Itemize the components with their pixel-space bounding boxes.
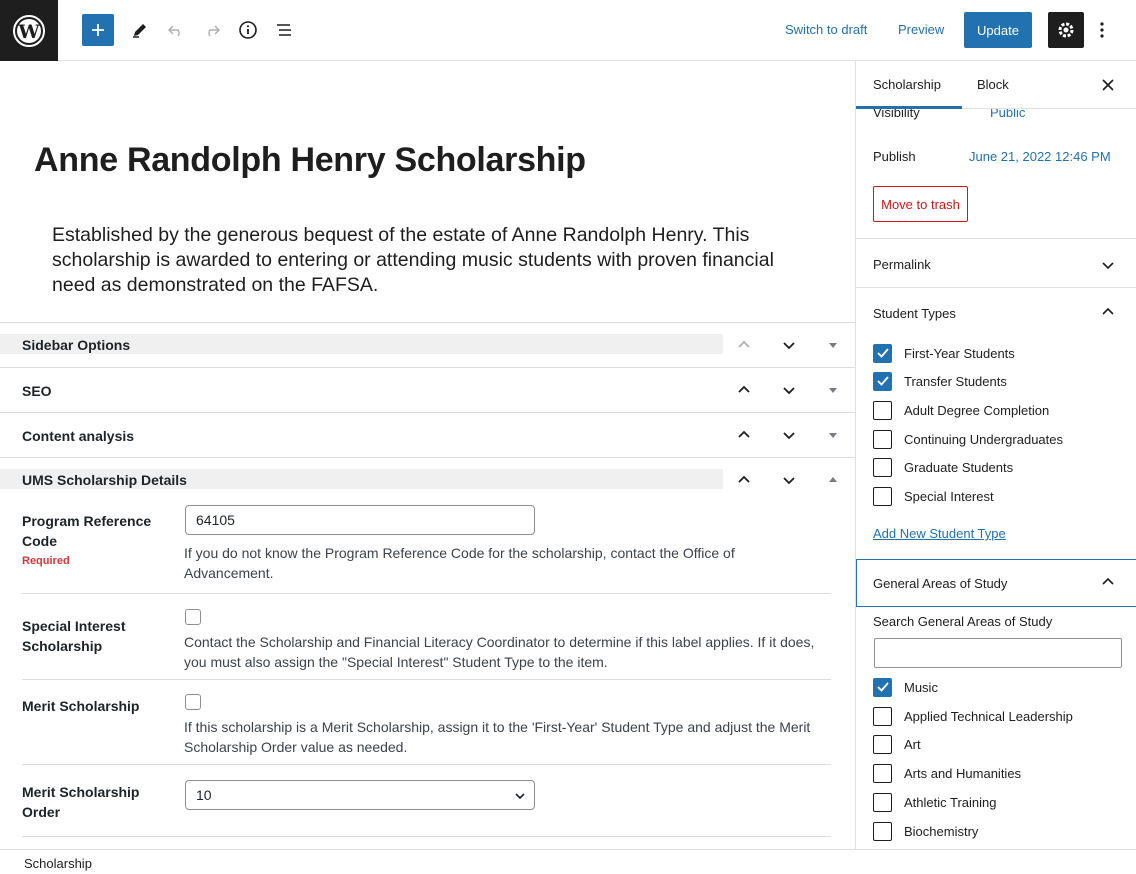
block-breadcrumb-bar [0,849,1136,874]
permalink-panel[interactable] [856,238,1136,287]
checkbox[interactable] [873,430,892,449]
add-new-student-type-link[interactable]: Add New Student Type [873,526,1006,541]
panel-title: General Areas of Study [873,576,1008,591]
checkmark-icon [876,346,890,360]
close-sidebar-button[interactable] [1098,75,1118,95]
chevron-down-icon [782,428,796,442]
student-type-checkbox[interactable] [873,429,1063,449]
checkbox-label: Special Interest [904,488,994,504]
student-type-checkbox[interactable] [873,486,994,506]
checkbox-label: Continuing Undergraduates [904,431,1063,447]
tools-button[interactable] [128,18,152,42]
chevron-up-icon[interactable] [1100,304,1116,320]
move-down-button[interactable] [777,333,801,357]
metabox-title: SEO [22,383,52,399]
field-merit-scholarship [22,680,831,765]
switch-to-draft-button[interactable]: Switch to draft [785,22,868,37]
metabox-seo[interactable] [0,368,855,413]
checkbox-label: Biochemistry [904,823,979,839]
more-vertical-icon [1100,22,1104,38]
checkbox[interactable] [873,458,892,477]
metabox-content-analysis[interactable] [0,413,855,458]
student-types-panel [856,287,1136,559]
select-value: 10 [196,787,212,803]
area-checkbox[interactable] [873,763,1021,783]
preview-button[interactable]: Preview [898,22,945,37]
chevron-up-icon [737,338,751,352]
checkbox-label: Music [904,679,938,695]
redo-button[interactable] [200,18,224,42]
options-button[interactable] [1092,18,1112,42]
move-up-button[interactable] [732,378,756,402]
settings-button[interactable] [1048,12,1084,48]
checkbox-label: Arts and Humanities [904,765,1022,781]
merit-order-select[interactable] [185,780,535,810]
visibility-row [856,109,1136,123]
tab-block[interactable]: Block [977,77,1009,92]
checkbox[interactable] [873,401,892,420]
editor-canvas [0,61,855,849]
metabox-ums-scholarship-details[interactable] [0,458,855,503]
wordpress-logo-icon[interactable] [0,0,58,61]
triangle-down-icon [828,340,838,350]
post-title[interactable]: Anne Randolph Henry Scholarship [34,141,586,179]
field-label: Merit Scholarship [22,698,140,714]
move-up-button[interactable] [732,468,756,492]
checkbox[interactable] [873,372,892,391]
checkbox-label: Applied Technical Leadership [904,708,1073,724]
area-checkbox[interactable] [873,792,997,812]
field-description: If this scholarship is a Merit Scholarship, assign it to the 'First-Year' Student Type and adjust the Merit Scholarship Order value as needed. [184,719,811,755]
field-description: If you do not know the Program Reference Code for the scholarship, contact the Office of Advancement. [184,545,735,581]
pencil-icon [130,20,150,40]
checkbox[interactable] [873,678,892,697]
close-icon [1098,75,1118,95]
field-label: Program Reference Code [22,513,152,549]
toggle-panel-button[interactable] [821,468,845,492]
area-checkbox[interactable] [873,821,978,841]
metabox-title: Content analysis [22,428,135,444]
toggle-panel-button[interactable] [821,333,845,357]
checkbox[interactable] [873,822,892,841]
area-checkbox[interactable] [873,677,938,697]
move-down-button[interactable] [777,468,801,492]
general-areas-panel-header[interactable] [856,559,1136,607]
add-block-button[interactable] [82,14,114,46]
chevron-down-icon [1100,257,1116,273]
undo-icon [166,20,186,40]
checkbox-label: Art [904,736,921,752]
visibility-value-link[interactable]: Public [990,109,1026,120]
required-indicator: Required [22,555,70,567]
checkbox[interactable] [873,764,892,783]
list-view-icon [274,20,294,40]
post-excerpt-paragraph[interactable]: Established by the generous bequest of the estate of Anne Randolph Henry. This scholarship is awarded to entering or attending music students with proven financial need as demonstrated on the FAFSA. [52,224,774,296]
chevron-down-icon [782,473,796,487]
checkbox-label: First-Year Students [904,345,1015,361]
checkmark-icon [876,680,890,694]
chevron-down-icon [514,790,526,802]
checkbox[interactable] [873,344,892,363]
student-type-checkbox[interactable] [873,457,1013,477]
move-up-button[interactable] [732,333,756,357]
checkbox-label: Athletic Training [904,794,997,810]
move-down-button[interactable] [777,423,801,447]
triangle-up-icon [828,475,838,485]
special-interest-checkbox[interactable] [185,609,201,625]
checkbox-label: Transfer Students [904,373,1007,389]
chevron-up-icon [737,428,751,442]
field-label: Special Interest Scholarship [22,618,126,654]
panel-title: Permalink [873,257,931,272]
publish-label: Publish [873,149,916,164]
move-down-button[interactable] [777,378,801,402]
checkbox[interactable] [873,735,892,754]
checkbox[interactable] [873,793,892,812]
merit-scholarship-checkbox[interactable] [185,694,201,710]
svg-text:W: W [18,20,40,43]
chevron-up-icon [1100,574,1116,590]
field-program-reference-code [22,503,831,594]
metabox-title: UMS Scholarship Details [22,472,187,488]
field-special-interest [22,594,831,680]
checkbox[interactable] [873,487,892,506]
search-areas-input[interactable] [874,638,1122,668]
student-type-checkbox[interactable] [873,343,1015,363]
settings-sidebar [855,61,1136,849]
tab-scholarship[interactable]: Scholarship [873,77,941,92]
sidebar-tabs [856,61,1136,109]
program-reference-code-input[interactable]: 64105 [185,505,535,535]
checkmark-icon [876,374,890,388]
undo-button[interactable] [164,18,188,42]
triangle-down-icon [828,430,838,440]
list-view-button[interactable] [272,18,296,42]
chevron-down-icon [782,383,796,397]
area-checkbox[interactable] [873,734,921,754]
metabox-area [0,322,855,837]
checkbox-label: Graduate Students [904,459,1014,475]
toggle-panel-button[interactable] [821,423,845,447]
field-description: Contact the Scholarship and Financial Literacy Coordinator to determine if this label applies. If it does, you must also assign the "Special Interest" Student Type to the item. [184,634,815,670]
editor-top-toolbar [0,0,1136,61]
move-to-trash-button[interactable]: Move to trash [873,186,968,222]
publish-date-link[interactable]: June 21, 2022 12:46 PM [969,149,1111,164]
breadcrumb-item[interactable]: Scholarship [24,856,92,871]
plus-icon [90,22,106,38]
checkbox[interactable] [873,707,892,726]
metabox-title: Sidebar Options [22,337,131,353]
details-button[interactable] [236,18,260,42]
area-checkbox[interactable] [873,706,1073,726]
gear-icon [1056,20,1076,40]
move-up-button[interactable] [732,423,756,447]
chevron-up-icon [737,473,751,487]
checkbox-label: Adult Degree Completion [904,402,1050,418]
update-button[interactable]: Update [964,12,1032,48]
chevron-up-icon [737,383,751,397]
visibility-label: Visibility [873,109,920,120]
field-merit-scholarship-order [22,765,831,837]
student-type-checkbox[interactable] [873,400,1049,420]
student-type-checkbox[interactable] [873,371,1007,391]
redo-icon [202,20,222,40]
triangle-down-icon [828,385,838,395]
search-label: Search General Areas of Study [873,614,1053,629]
toggle-panel-button[interactable] [821,378,845,402]
field-label: Merit Scholarship Order [22,784,140,820]
info-icon [238,20,258,40]
metabox-sidebar-options[interactable] [0,323,855,368]
panel-title[interactable]: Student Types [873,306,956,321]
chevron-down-icon [782,338,796,352]
